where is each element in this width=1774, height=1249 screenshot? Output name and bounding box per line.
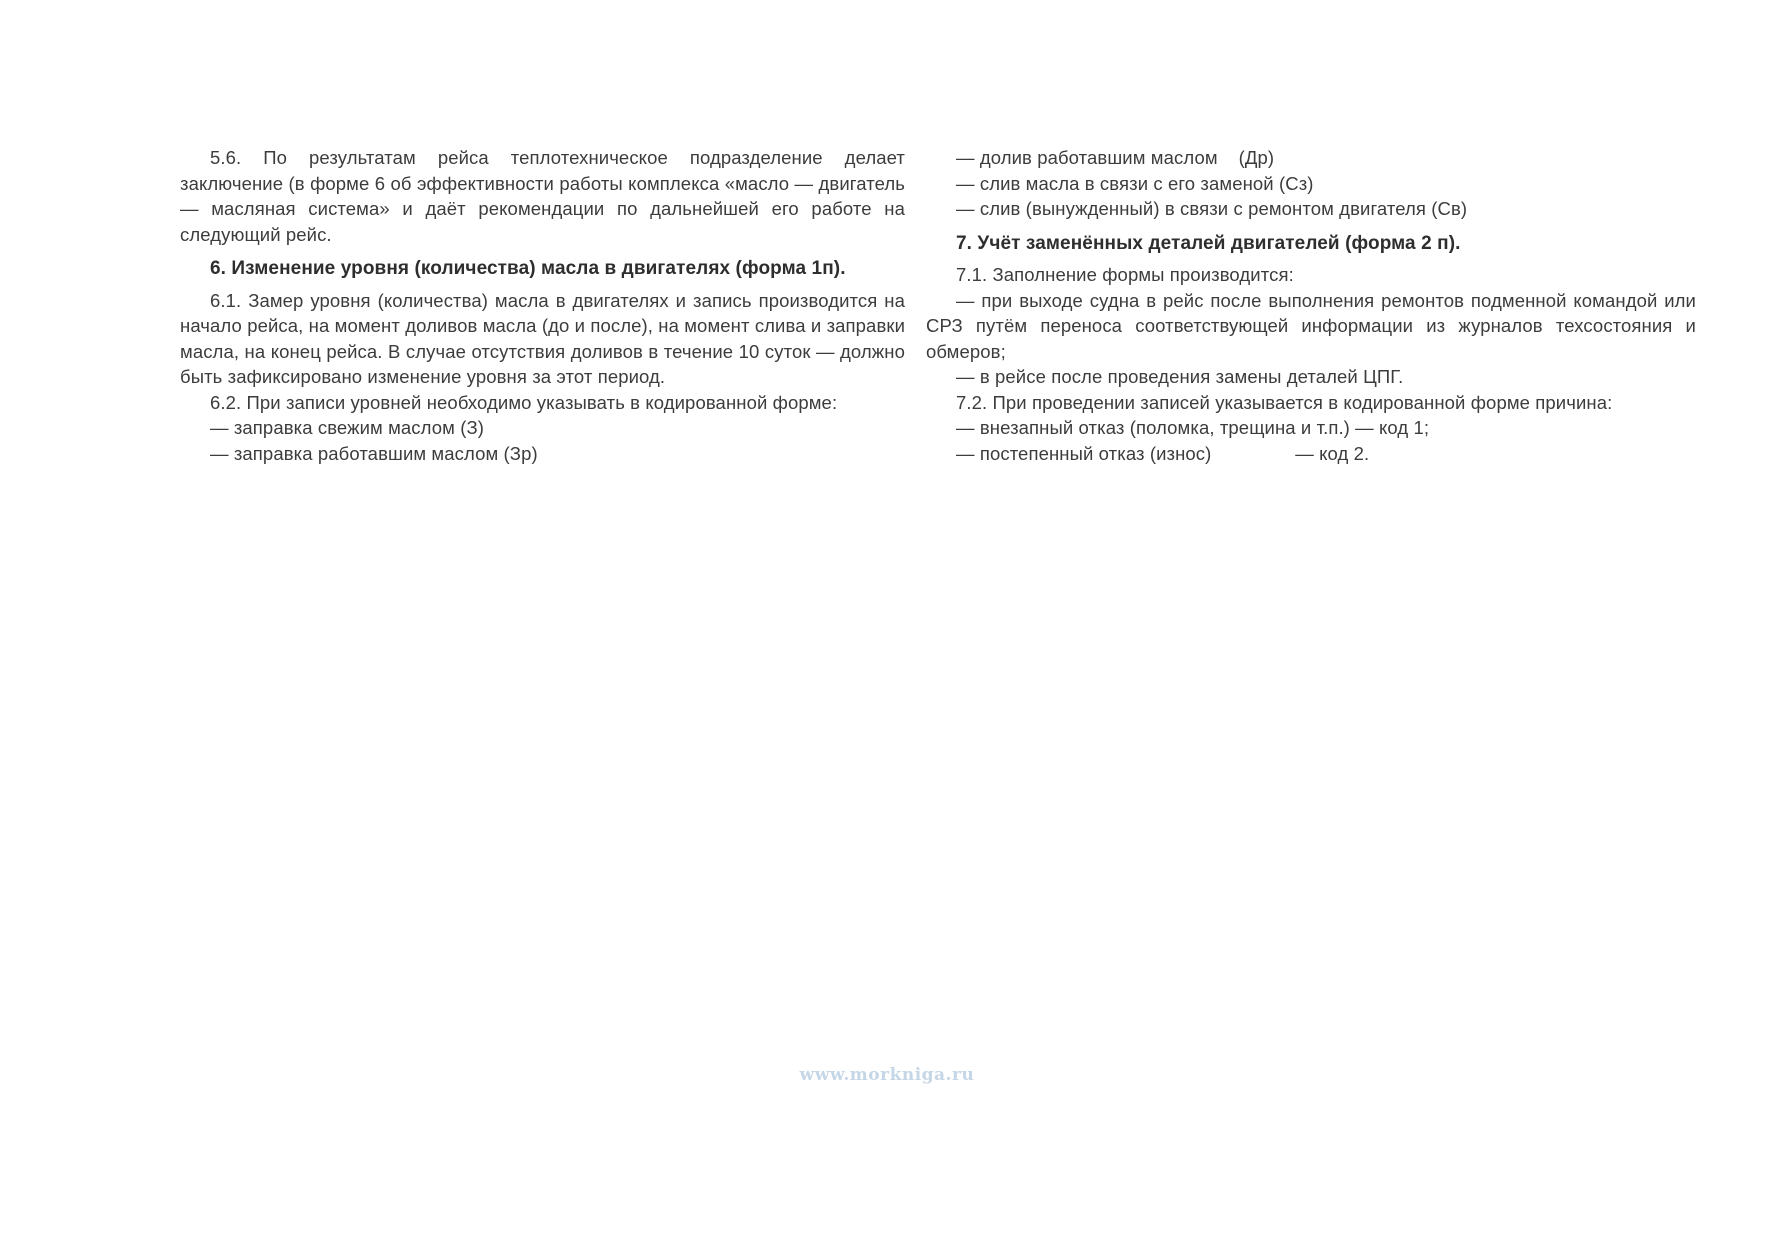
paragraph-7-1: 7.1. Заполнение формы производится:	[956, 264, 1294, 285]
right-column	[926, 145, 1696, 466]
list-item-drain-forced: — слив (вынужденный) в связи с ремонтом двигателя (Св)	[956, 198, 1468, 219]
paragraph-6-1: 6.1. Замер уровня (количества) масла в двигателях и запись производится на начало рейса, на момент доливов масла (до и после), на момент слива и заправки масла, на конец рейса. В случае отсутствия доливов в течение 10 суток — должно быть зафиксировано изменение уровня за этот период.	[180, 289, 905, 387]
left-column	[180, 145, 905, 466]
list-item-code-2: — постепенный отказ (износ) — код 2.	[956, 442, 1370, 464]
list-item-code-1: — внезапный отказ (поломка, трещина и т.п.) — код 1;	[956, 417, 1430, 438]
watermark-text: www.morkniga.ru	[799, 1065, 975, 1085]
paragraph-5-6: 5.6. По результатам рейса теплотехническое подразделение делает заключение (в форме 6 об эффективности работы комплекса «масло — двигатель — масляная система» и даёт рекомендации по дальнейшей его работе на следующий рейс.	[180, 147, 905, 245]
list-item-drain-replacement: — слив масла в связи с его заменой (Сз)	[956, 172, 1314, 194]
paragraph-6-2: 6.2. При записи уровней необходимо указывать в кодированной форме:	[210, 391, 838, 413]
section-7-heading: 7. Учёт заменённых деталей двигателей (форма 2 п).	[956, 232, 1461, 254]
list-item-fresh-oil: — заправка свежим маслом (З)	[210, 417, 484, 438]
paragraph-7-1-b: — в рейсе после проведения замены деталей ЦПГ.	[956, 366, 1404, 387]
section-6-heading: 6. Изменение уровня (количества) масла в двигателях (форма 1п).	[210, 258, 846, 279]
paragraph-7-1-a: — при выходе судна в рейс после выполнения ремонтов подменной командой или СРЗ путём переноса соответствующей информации из журналов техсостояния и обмеров;	[926, 289, 1696, 362]
list-item-topup-used-oil: — долив работавшим маслом (Др)	[956, 147, 1275, 168]
list-item-used-oil: — заправка работавшим маслом (Зр)	[210, 442, 538, 464]
paragraph-7-2: 7.2. При проведении записей указывается в кодированной форме причина:	[956, 391, 1613, 413]
